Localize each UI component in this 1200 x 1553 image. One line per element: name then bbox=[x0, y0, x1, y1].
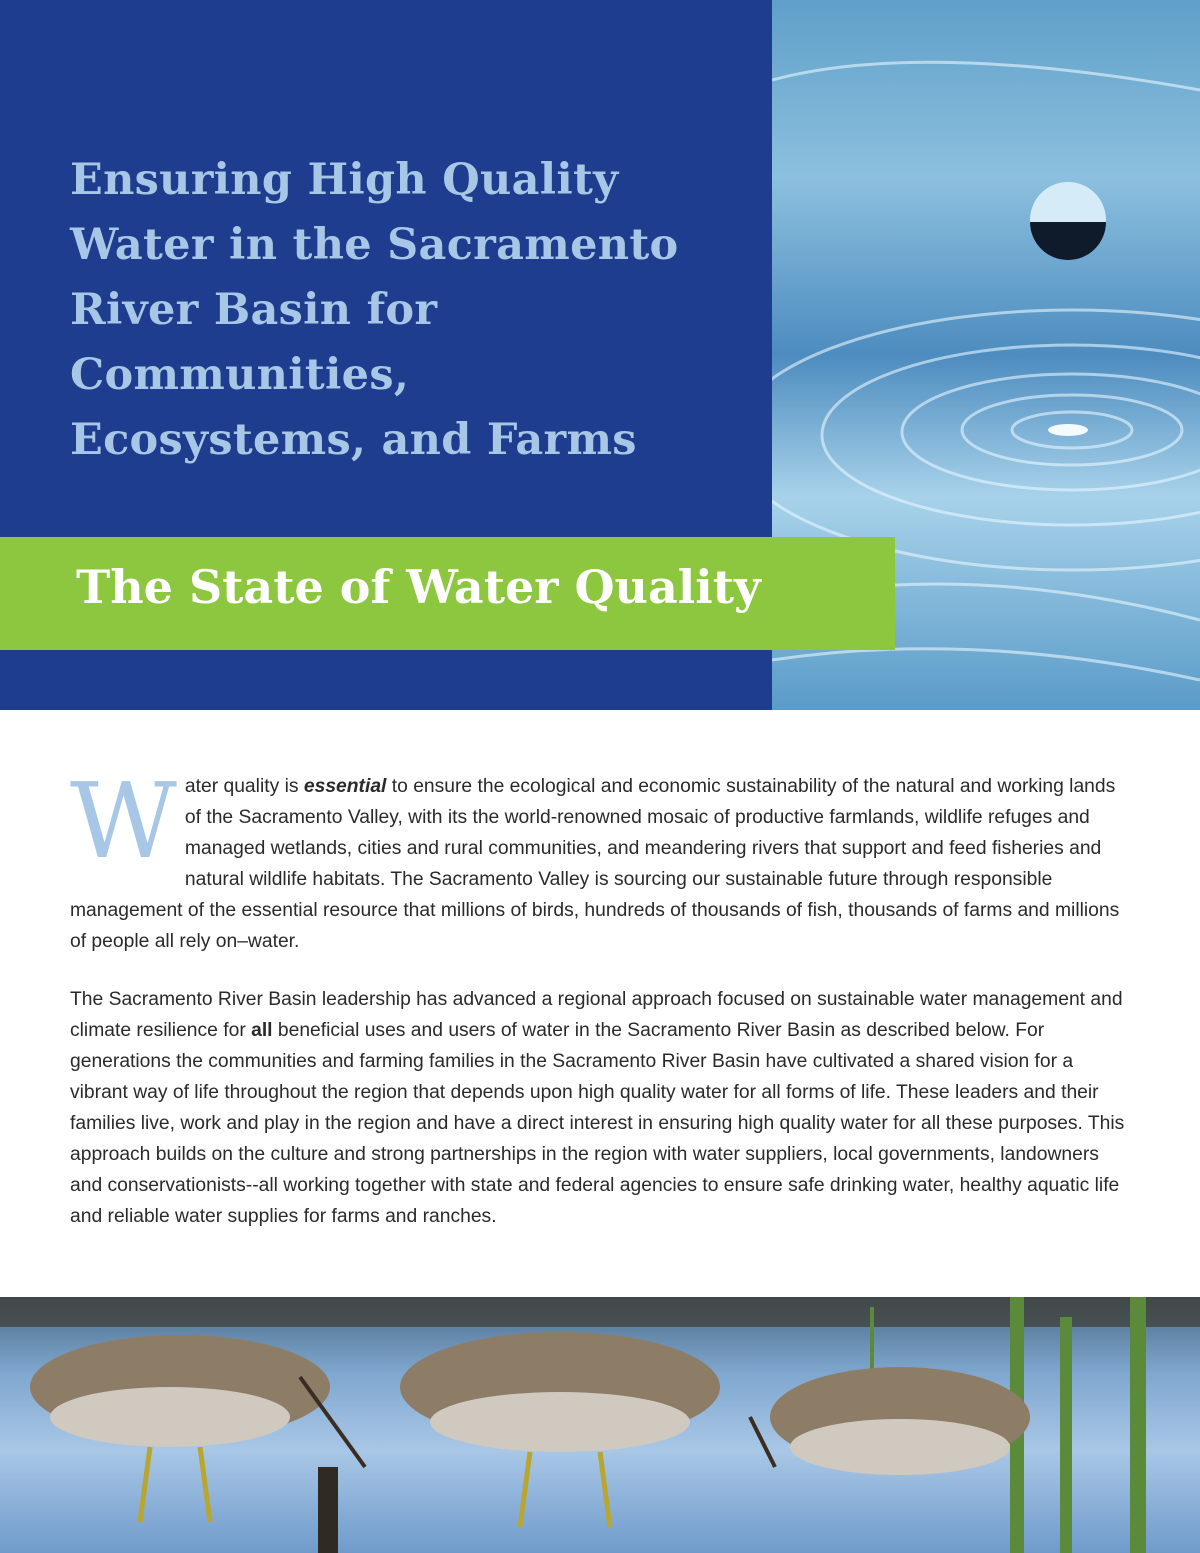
emphasis-text: all bbox=[251, 1020, 273, 1041]
text-run: ater quality is bbox=[184, 776, 304, 797]
title-line: Ecosystems, and Farms bbox=[70, 415, 637, 465]
title-line: Ensuring High Quality bbox=[70, 155, 619, 205]
intro-paragraph bbox=[70, 760, 1130, 957]
page-title bbox=[70, 148, 760, 473]
approach-paragraph bbox=[70, 984, 1130, 1232]
shorebirds-image bbox=[0, 1297, 1200, 1553]
title-line: River Basin for bbox=[70, 285, 438, 335]
shorebirds-photo bbox=[0, 1297, 1200, 1553]
title-line: Water in the Sacramento bbox=[70, 220, 679, 270]
text-run: to ensure the ecological and economic sustainability of the natural and working lands of the Sacramento Valley, with its the world-renowned mosaic of productive farmlands, wildlife refuges and managed wetlands, cities and rural communities, and meandering rivers that support and feed fisheries and natural wildlife habitats. The Sacramento Valley is sourcing our sustainable future through responsible management of the essential resource that millions of birds, hundreds of thousands of fish, thousands of farms and millions of people all rely on–water. bbox=[70, 776, 1120, 952]
drop-cap: W bbox=[70, 760, 177, 882]
title-line: Communities, bbox=[70, 350, 410, 400]
text-run: The Sacramento River Basin leadership has advanced a regional approach focused on sustainable water management and climate resilience for bbox=[70, 989, 1123, 1041]
section-subtitle: The State of Water Quality bbox=[76, 560, 761, 614]
emphasis-text: essential bbox=[303, 776, 387, 797]
text-run: beneficial uses and users of water in the Sacramento River Basin as described below. For generations the communities and farming families in the Sacramento River Basin have cultivated a shared vision for a vibrant way of life throughout the region that depends upon high quality water for all forms of life. These leaders and their families live, work and play in the region and have a direct interest in ensuring high quality water for all these purposes. This approach builds on the culture and strong partnerships in the region with water suppliers, local governments, landowners and conservationists--all working together with state and federal agencies to ensure safe drinking water, healthy aquatic life and reliable water supplies for farms and ranches. bbox=[70, 1020, 1125, 1227]
